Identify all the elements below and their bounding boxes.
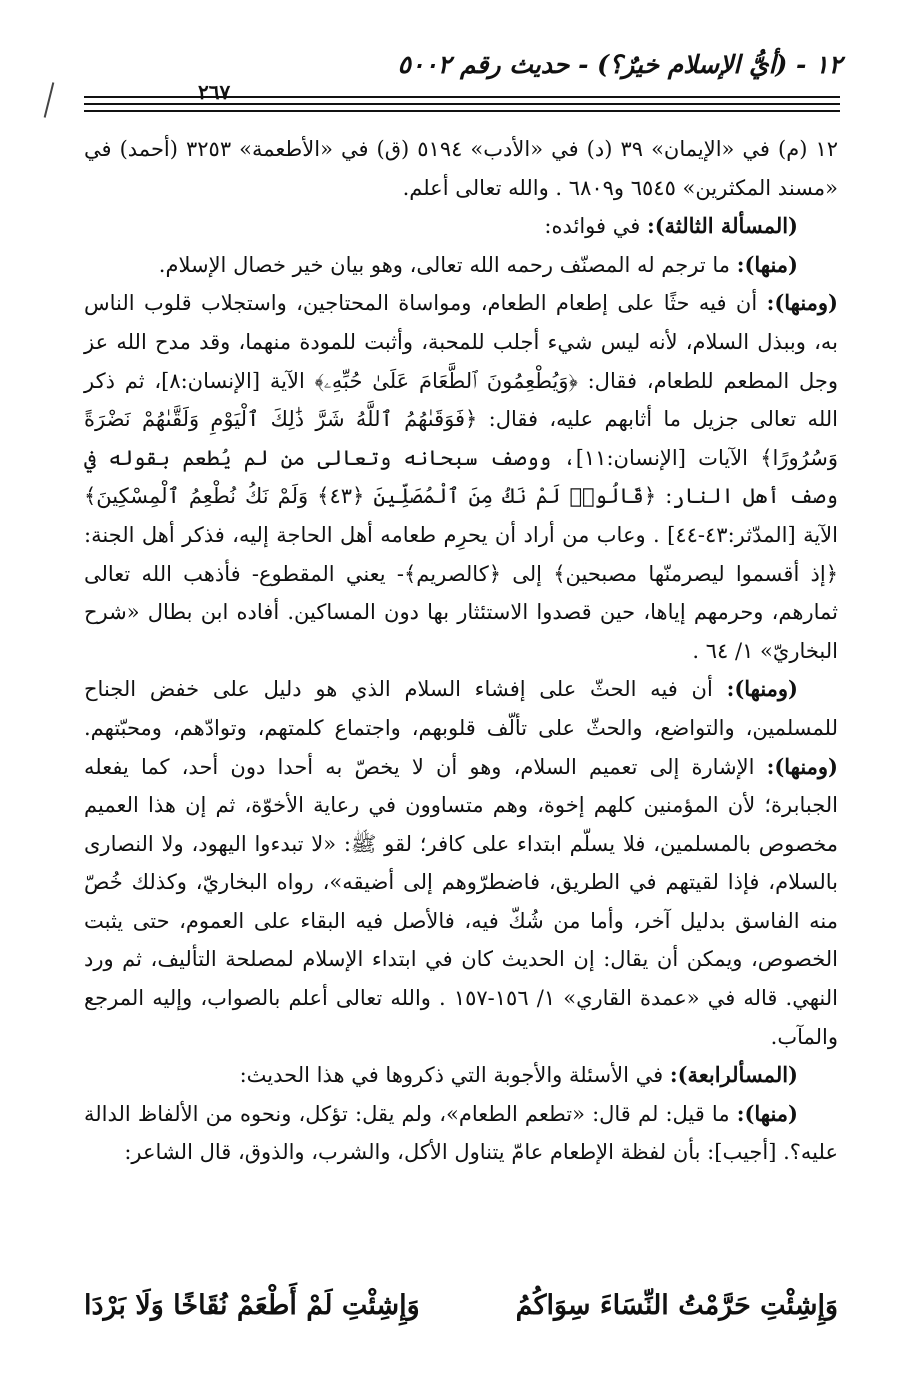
poetry-verse	[84, 1290, 838, 1321]
header-title: ١٢ - (أيُّ الإسلام خيرٌ؟) - حديث رقم ٥٠٠٢	[397, 50, 842, 79]
section-heading-paragraph	[84, 207, 838, 246]
running-header	[120, 50, 842, 104]
page-number: ٢٦٧	[190, 80, 238, 104]
benefit-label: (ومنها):	[766, 290, 838, 316]
margin-mark	[44, 82, 55, 117]
benefit-paragraph	[84, 246, 838, 285]
section-label: (المسألة الثالثة):	[646, 213, 798, 239]
verse-second-hemistich: وَإِشِئْتِ لَمْ أَطْعَمْ نُقَاخًا وَلَا بَرْدَا	[84, 1290, 420, 1321]
benefit-paragraph	[84, 670, 838, 1056]
footnote-paragraph: ١٢ (م) في «الإيمان» ٣٩ (د) في «الأدب» ٥١٩٤ (ق) في «الأطعمة» ٣٢٥٣ (أحمد) في «مسند المكثرين» ٦٥٤٥ و٦٨٠٩ . والله تعالى أعلم.	[84, 137, 838, 200]
header-rule	[84, 96, 840, 98]
page-body	[84, 130, 838, 1172]
section-text: في الأسئلة والأجوبة التي ذكروها في هذا الحديث:	[239, 1063, 670, 1088]
question-text: ما قيل: لم قال: «تطعم الطعام»، ولم يقل: تؤكل، ونحوه من الألفاظ الدالة عليه؟. [أجيب]: بأن لفظة الإطعام عامّ يتناول الأكل، والشرب، والذوق، قال الشاعر:	[84, 1101, 838, 1165]
benefit-text: الإشارة إلى تعميم السلام، وهو أن لا يخصّ به أحدا دون أحد، كما يفعله الجبابرة؛ لأن المؤمنين كلهم إخوة، وهم متساوون في رعاية الأخوّة، ثم إن هذا العميم مخصوص بالمسلمين، فلا يسلّم ابتداء على كافر؛ لقو ﷺ: «لا تبدءوا اليهود، ولا النصارى بالسلام، فإذا لقيتهم في الطريق، فاضطرّوهم إلى أضيقه»، رواه البخاريّ، وكذلك خُصّ منه الفاسق بدليل آخر، وأما من شُكّ فيه، فالأصل فيه البقاء على العموم، حتى يثبت الخصوص، ويمكن أن يقال: إن الحديث كان في ابتداء الإسلام لمصلحة التأليف، ثم ورد النهي. قاله في «عمدة القاري» ١/ ١٥٦-١٥٧ . والله تعالى أعلم بالصواب، وإليه المرجع والمآب.	[84, 754, 838, 1049]
benefit-label: (ومنها):	[766, 753, 838, 779]
benefit-text: ما ترجم له المصنّف رحمه الله تعالى، وهو بيان خير خصال الإسلام.	[158, 252, 737, 277]
header-rule	[84, 110, 840, 112]
verse-first-hemistich: وَإِشِئْتِ حَرَّمْتُ النِّسَاءَ سِوَاكُمُ	[515, 1290, 838, 1321]
benefit-text: أن فيه الحثّ على إفشاء السلام الذي هو دليل على خفض الجناح للمسلمين، والتواضع، والحثّ على تألّف قلوبهم، واجتماع كلمتهم، وتوادّهم، ومحبّتهم.	[84, 677, 838, 740]
benefit-label: (منها):	[736, 251, 798, 277]
benefit-text: أن فيه حثًا على إطعام الطعام، ومواساة المحتاجين، واستجلاب قلوب الناس به، وببذل السلام، لأنه ليس شيء أجلب للمحبة، وأثبت للمودة منهما، وقد مدح الله عز وجل المطعم للطعام، فقال: ﴿وَيُطْعِمُونَ ٱلطَّعَامَ عَلَىٰ حُبِّهِۦ﴾ الآية [الإنسان:٨]، ثم ذكر الله تعالى جزيل ما أثابهم عليه، فقال: ﴿فَوَقَىٰهُمُ ٱللَّهُ شَرَّ ذَٰلِكَ ٱلْيَوْمِ وَلَقَّىٰهُمْ نَضْرَةً وَسُرُورًا﴾ الآيات [الإنسان:١١]، ووصف سبحانه وتعالى من لم يُطعم بقوله في وصف أهل النار: ﴿قَالُوا۟ لَمْ نَكُ مِنَ ٱلْمُصَلِّينَ ﴿٤٣﴾ وَلَمْ نَكُ نُطْعِمُ ٱلْمِسْكِينَ﴾ الآية [المدّثر:٤٣-٤٤] . وعاب من أراد أن يحرِم طعامه أهل الحاجة إليه، فذكر أهل الجنة: ﴿إذ أقسموا ليصرمنّها مصبحين﴾ إلى ﴿كالصريم﴾- يعني المقطوع- فأذهب الله تعالى ثمارهم، وحرمهم إياها، حين قصدوا الاستئثار بها دون المساكين. أفاده ابن بطال «شرح البخاريّ» ١/ ٦٤ .	[84, 291, 838, 663]
section-label: (المسألرابعة):	[669, 1062, 798, 1088]
section-heading-paragraph	[84, 1056, 838, 1095]
benefit-label: (ومنها):	[726, 676, 798, 702]
benefit-paragraph	[84, 284, 838, 670]
question-paragraph	[84, 1095, 838, 1172]
section-text: في فوائده:	[544, 214, 647, 239]
question-label: (منها):	[736, 1100, 798, 1126]
header-rule	[84, 103, 840, 105]
